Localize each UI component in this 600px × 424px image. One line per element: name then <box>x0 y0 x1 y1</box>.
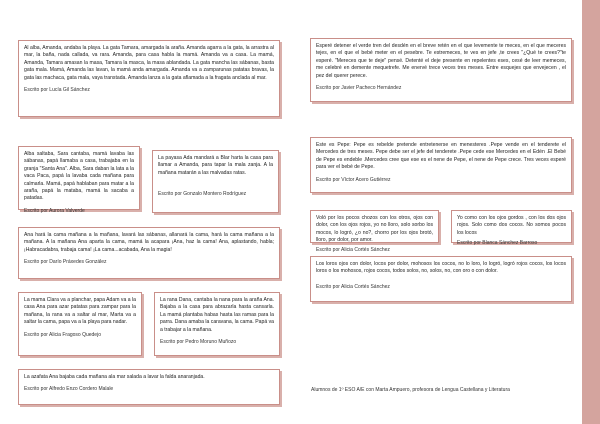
story-card-alfredo <box>18 369 280 405</box>
story-card-javier <box>310 38 572 102</box>
side-color-band <box>582 0 600 424</box>
story-card-victor <box>310 137 572 193</box>
story-card-gonzalo <box>152 150 279 213</box>
story-author: Escrito por Javier Pacheco Hernández <box>316 84 402 91</box>
story-text: Este es Pepe: Pepe es rebelde pretende entretenerse en menesteres .Pepe vende en el tenderete el Mercedes de tres meses. Pepe debe ser el jefe del tenderete .Pepe cede ese Mercedes en el Edén .El Bebé de Pepe es endeble .Mercedes cree que ese es el nene de Pepe, el nene de Pepe crece. Tres veces esperé para ver el bebé de Pepe. <box>316 142 566 171</box>
story-author: Escrito por Blanca Sánchez Barroso <box>457 240 538 247</box>
story-card-aurora <box>18 146 140 214</box>
story-author: Escrito por Aurora Valverde <box>24 207 85 214</box>
story-text: Alba saltaba, Sara cantaba, mamá lavaba las sábanas, papá llamaba a casa, trabajaba en la granja "Santa Ana". Alba, Sara daban la lata a la vaca Paca, papá la lavaba cada mañana para calmarla. Mamá, papá hablaban para matar a la araña, papá la mataba, mamá la sacaba a patadas. <box>24 151 134 202</box>
story-author: Escrito por Alicia Fragoso Quedejo <box>24 331 101 338</box>
story-text: La payasa Ada mandará a Blar harta la casa para llamar a Amanda, para tapar la mala zanja. A la mañana matarán a las malvadas ratas. <box>158 155 273 176</box>
story-card-pedro <box>154 292 280 356</box>
story-author: Escrito por Alfredo Enzo Cordero Malale <box>24 386 114 393</box>
story-text: Esperé detener el verde tren del desdén en el breve retén en el que levemente te meces, en el que meceres tejes, en el que el bebé meter en el pesebre. Te estremeces, te ves en jefe ,te crees "¿Qué te crees?"te esperé. "Mereces que te deje" pensé. Detenté el deje presente en repelentes eses, cesé de leer memeces, me celebré en demente mequetrefe. Me enervé trece veces tres meses. Entre esquejes que envejecen , el pez del querer perece. <box>316 43 566 79</box>
story-author: Escrito por Lucía Gil Sánchez <box>24 86 90 93</box>
story-text: Yo como con los ojos gordos , con los dos ojos rojos. Solo como dos cocos. No somos pocos los locos <box>457 215 566 236</box>
story-text: Voló por los pocos chozos con los otros, ojos con dolor, con los ojos rojos, yo no lloro, solo sorbo los mocos, lo logró, ¿o no?, chorro por los ojos brotó, lloro, por dolor, por amor. <box>316 215 433 244</box>
story-author: Escrito por Pedro Moruno Muñozo <box>160 338 237 345</box>
story-text: La azafata Ana bajaba cada mañana ala mar salada a lavar la falda anaranjada. <box>24 374 205 380</box>
credits-line: Alumnos de 1º ESO A/E con Marta Ampuero, profesora de Lengua Castellana y Literatura <box>311 387 510 393</box>
story-text: Los loros ojos con dolor, locos por dolor, mohosos los cocos, no lo loro, lo logró, logró rojos cocos, los locos loros o los mohosos, rojos cocos, todos solos, no, solos, no, con oro o con dolor. <box>316 261 566 275</box>
story-author: Escrito por Gonzalo Montero Rodríguez <box>158 191 247 198</box>
story-card-lucia <box>18 40 280 117</box>
story-author: Escrito por Víctor Acero Gutiérrez <box>316 176 391 183</box>
story-text: Al alba, Amanda, andaba la playa. La gata Tamara, amargada la araña. Amanda agarra a la gata, la arrastra al mar, la baña, nada callada, va rara. Amanda, para casa habla la mamá. Amanda va a casa. La mamá, Amanda, Tamara amasan la masa, Tamara la masca, la masa ablandada. La gata mancha las sábanas, basta gata mala. Mamá, Amanda las lavan, la mamá anda amargada. Amanda va a zamparunas patatas bravas, la gata las machaca, gata mala, vaya transtada. Amanda lanza a la gata aflamada a la fragata anclada al mar. <box>24 45 274 81</box>
story-card-dario <box>18 227 280 279</box>
story-text: Ana hará la cama mañana a la mañana, lavará las sábanas, allanará la cama, hará la cama mañana a la mañana. A la mañana Ana aparta la cama, mamá la acapara ¡Ana, haz la cama! Ana, aplastando, habla; ¡Habracadabra, trabaja cama! ¡La cama...acabada, Ana la magia! <box>24 232 274 253</box>
story-author: Escrito por Alicia Cortés Sánchez <box>316 283 390 290</box>
story-card-alicia-q <box>18 292 142 356</box>
story-card-alicia-c1 <box>310 210 439 253</box>
story-text: La rana Dana, cantaba la nana para la araña Ana. Bajaba a la casa para abrazarla hasta cansarla. La mamá plantaba habas hasta las ramas para la parra. Dana amaba la caravana, la cama. Papá va a trabajar a la mañana. <box>160 297 274 333</box>
story-author: Escrito por Alicia Cortés Sánchez <box>316 246 390 253</box>
story-author: Escrito por Darío Práxedes González <box>24 259 107 266</box>
story-card-alicia-c2 <box>310 256 572 302</box>
story-text: La mama Clara va a planchar, papa Adam va a la casa Ana para azar patatas para zampar para la mañana, la rana va a saltar al mar, Marta va a saltar la cama, papa va a la playa para nadar. <box>24 297 136 326</box>
story-card-blanca <box>451 210 572 247</box>
